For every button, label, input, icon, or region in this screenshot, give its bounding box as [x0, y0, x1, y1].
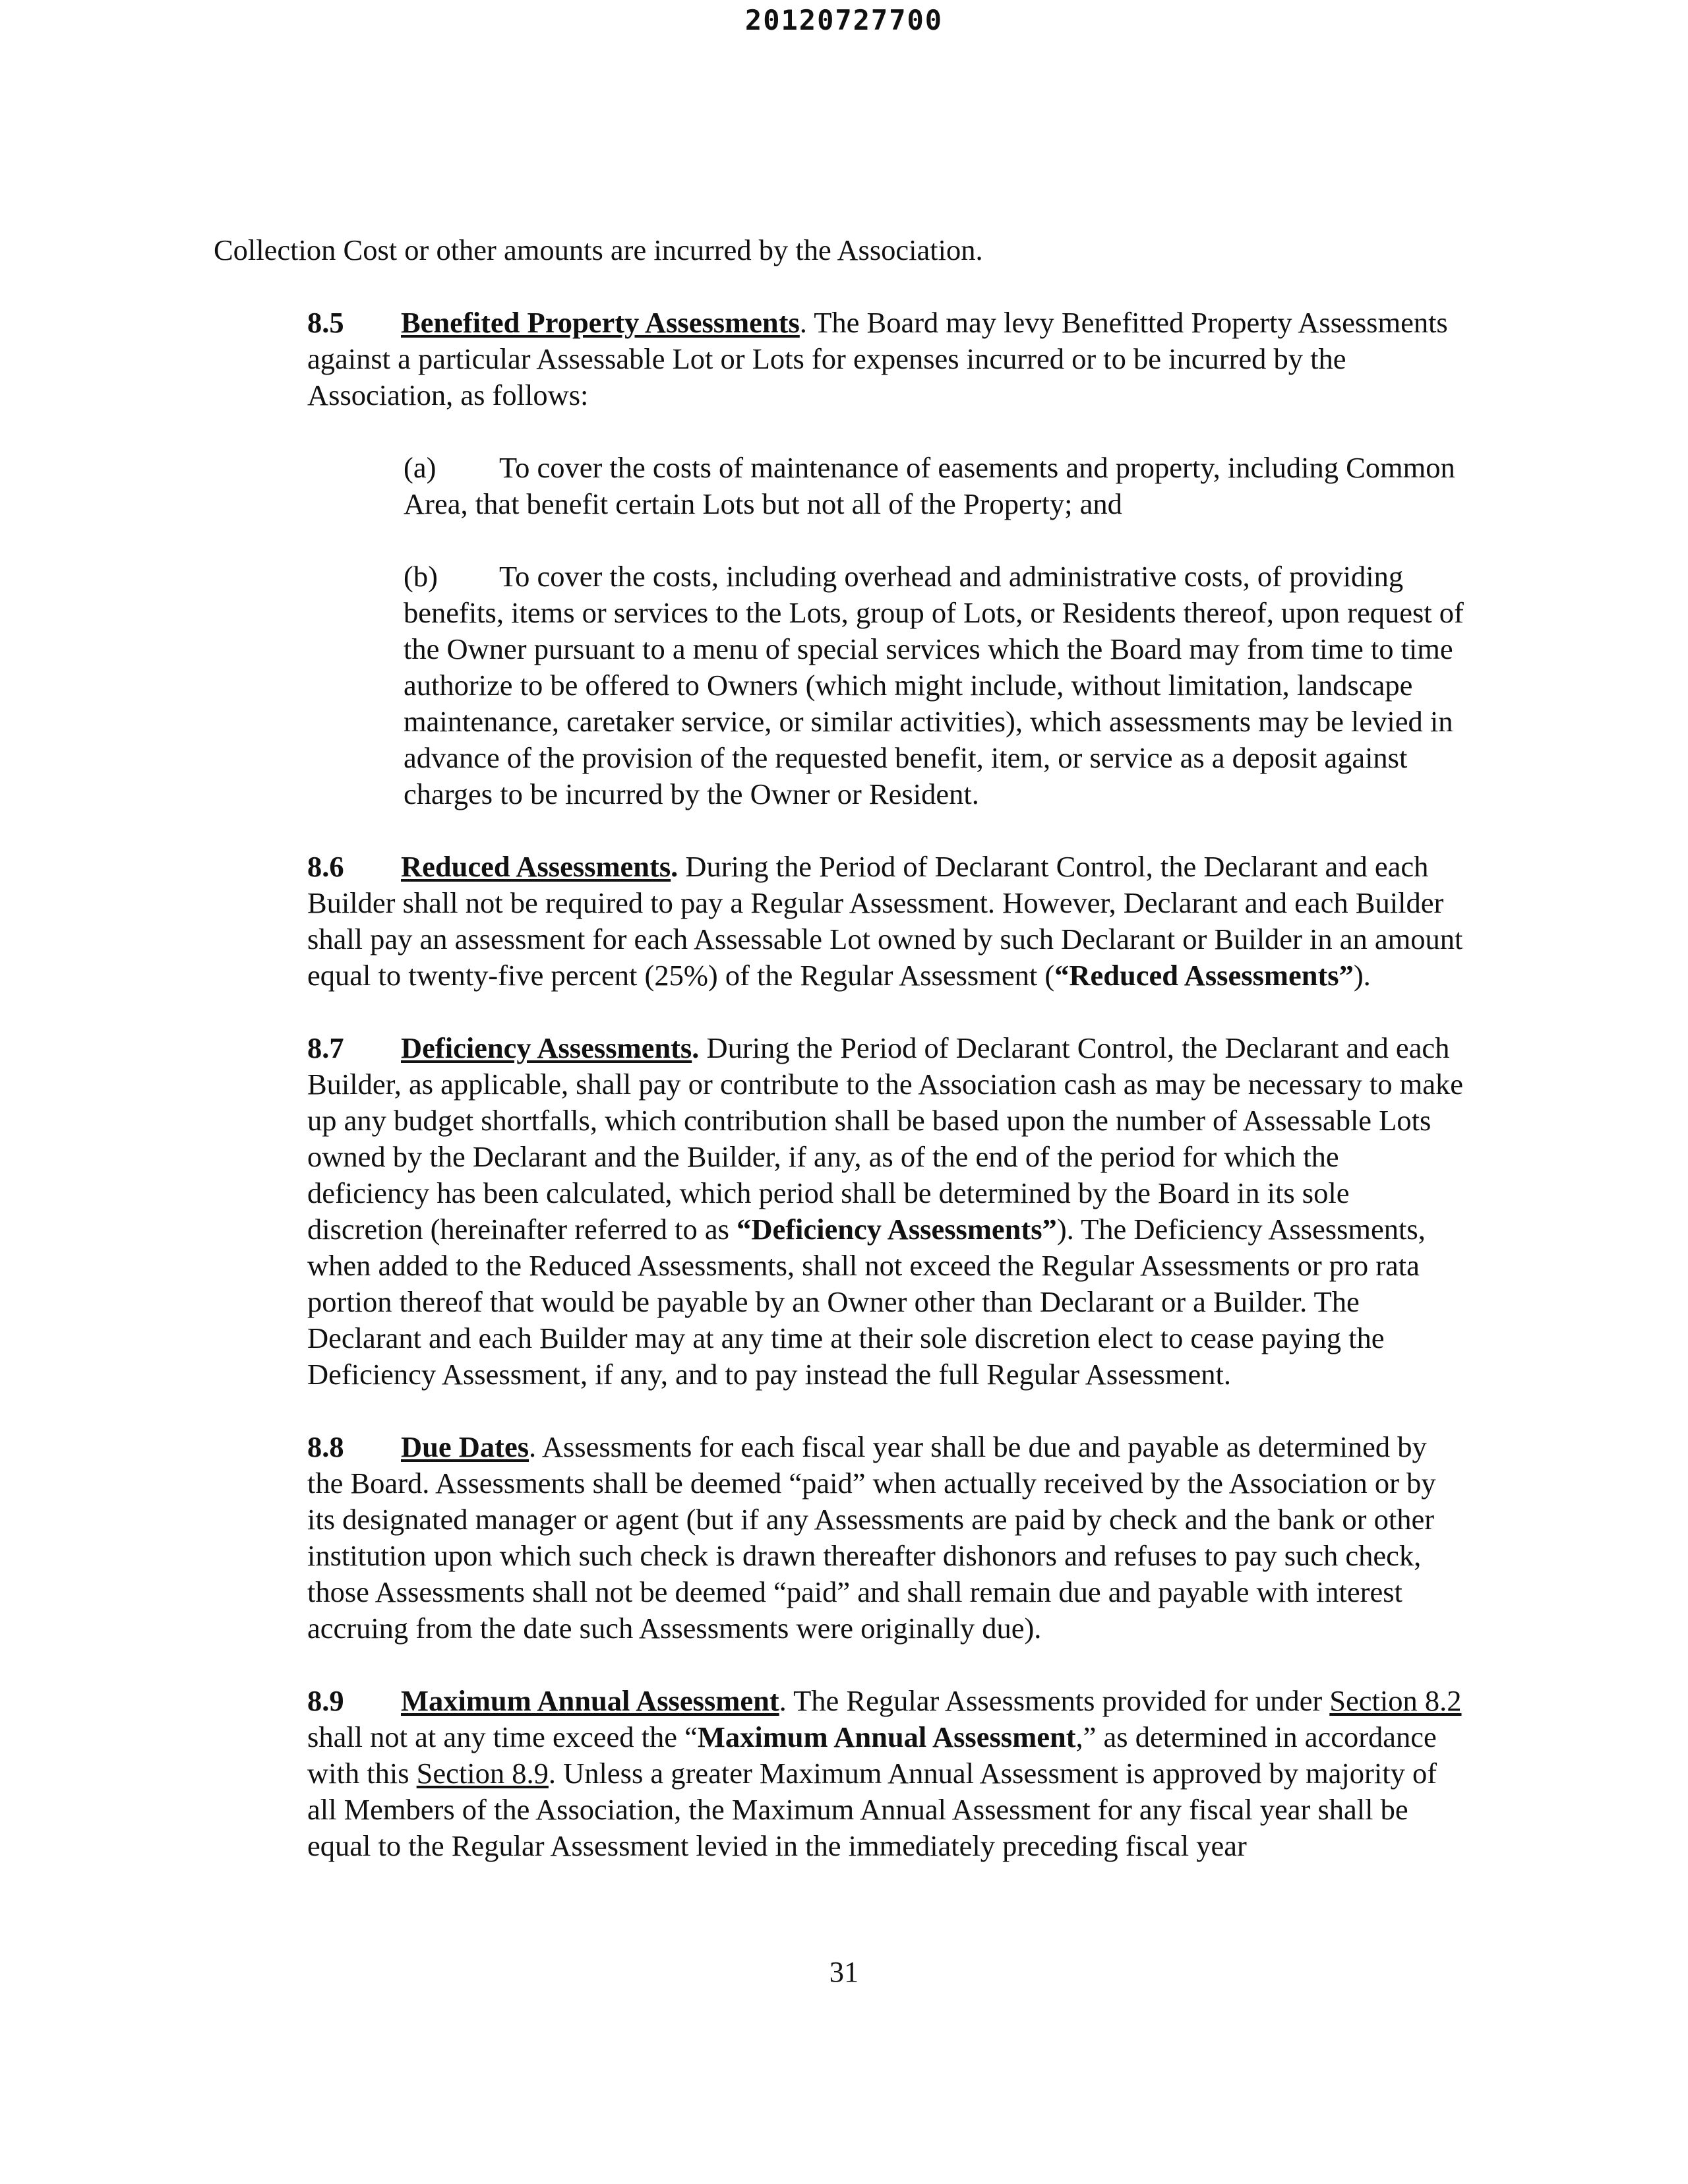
continuation-paragraph — [214, 232, 1466, 268]
defined-term: “Deficiency Assessments” — [737, 1213, 1057, 1246]
subsection-label: (b) — [404, 560, 438, 593]
section-number: 8.5 — [307, 306, 344, 339]
subsection-text: To cover the costs of maintenance of easements and property, including Common Area, that benefit certain Lots but not all of the Property; and — [404, 451, 1455, 520]
continuation-text: Collection Cost or other amounts are incurred by the Association. — [214, 233, 983, 266]
section-number: 8.8 — [307, 1430, 344, 1463]
title-punctuation: . — [529, 1430, 537, 1463]
section-text: During the Period of Declarant Control, the Declarant and each Builder, as applicable, shall pay or contribute to the Association cash as may be necessary to make up any budget shortfalls, which contribution shall be based upon the number of Assessable Lots owned by the Declarant and the Builder, if any, as of the end of the period for which the deficiency has been calculated, which period shall be determined by the Board in its sole discretion (hereinafter referred to as — [307, 1031, 1463, 1246]
section-title: Deficiency Assessments — [401, 1031, 692, 1064]
section-text: The Board may levy Benefitted Property Assessments against a particular Assessable Lot or Lots for expenses incurred or to be incurred by the Association, as follows: — [307, 306, 1448, 411]
section-text-continued: ). The Deficiency Assessments, when added to the Reduced Assessments, shall not exceed the Regular Assessments or pro rata portion thereof that would be payable by an Owner other than Declarant or a Builder. The Declarant and each Builder may at any time at their sole discretion elect to cease paying the Deficiency Assessment, if any, and to pay instead the full Regular Assessment. — [307, 1213, 1426, 1391]
section-title: Benefited Property Assessments — [401, 306, 800, 339]
subsection-b — [214, 559, 1466, 812]
title-punctuation: . — [671, 850, 678, 883]
section-text-continued: ,” as determined in accordance with this — [307, 1720, 1437, 1790]
document-number: 20120727700 — [744, 4, 944, 36]
subsection-label: (a) — [404, 451, 437, 484]
section-title: Due Dates — [401, 1430, 529, 1463]
section-number: 8.7 — [307, 1031, 344, 1064]
section-8-6 — [214, 849, 1466, 994]
section-text-continued: shall not at any time exceed the “ — [307, 1720, 698, 1753]
page-body — [214, 232, 1466, 1864]
title-punctuation: . — [799, 306, 807, 339]
section-text-end: ). — [1353, 959, 1371, 992]
page-number: 31 — [829, 1955, 859, 1988]
section-8-9 — [214, 1683, 1466, 1864]
section-text: Assessments for each fiscal year shall be due and payable as determined by the Board. Assessments shall be deemed “paid” when actually received by the Association or by its designated manager or agent (but if any Assessments are paid by check and the bank or other institution upon which such check is drawn thereafter dishonors and refuses to pay such check, those Assessments shall not be deemed “paid” and shall remain due and payable with interest accruing from the date such Assessments were originally due). — [307, 1430, 1436, 1645]
section-text-continued: . Unless a greater Maximum Annual Assessment is approved by majority of all Members of the Association, the Maximum Annual Assessment for any fiscal year shall be equal to the Regular Assessment levied in the immediately preceding fiscal year — [307, 1757, 1437, 1862]
title-punctuation: . — [779, 1684, 787, 1717]
section-8-8 — [214, 1429, 1466, 1647]
section-reference: Section 8.9 — [416, 1757, 549, 1790]
section-title: Reduced Assessments — [401, 850, 671, 883]
subsection-a — [214, 450, 1466, 522]
section-text: The Regular Assessments provided for under — [786, 1684, 1330, 1717]
section-8-5 — [214, 305, 1466, 413]
section-title: Maximum Annual Assessment — [401, 1684, 779, 1717]
section-8-7 — [214, 1030, 1466, 1393]
subsection-text: To cover the costs, including overhead and administrative costs, of providing benefits, items or services to the Lots, group of Lots, or Residents thereof, upon request of the Owner pursuant to a menu of special services which the Board may from time to time authorize to be offered to Owners (which might include, without limitation, landscape maintenance, caretaker service, or similar activities), which assessments may be levied in advance of the provision of the requested benefit, item, or service as a deposit against charges to be incurred by the Owner or Resident. — [404, 560, 1464, 810]
section-reference: Section 8.2 — [1329, 1684, 1462, 1717]
defined-term: Maximum Annual Assessment — [697, 1720, 1076, 1753]
section-number: 8.9 — [307, 1684, 344, 1717]
section-text: During the Period of Declarant Control, the Declarant and each Builder shall not be required to pay a Regular Assessment. However, Declarant and each Builder shall pay an assessment for each Assessable Lot owned by such Declarant or Builder in an amount equal to twenty-five percent (25%) of the Regular Assessment ( — [307, 850, 1463, 992]
defined-term: “Reduced Assessments” — [1054, 959, 1354, 992]
section-number: 8.6 — [307, 850, 344, 883]
title-punctuation: . — [692, 1031, 700, 1064]
